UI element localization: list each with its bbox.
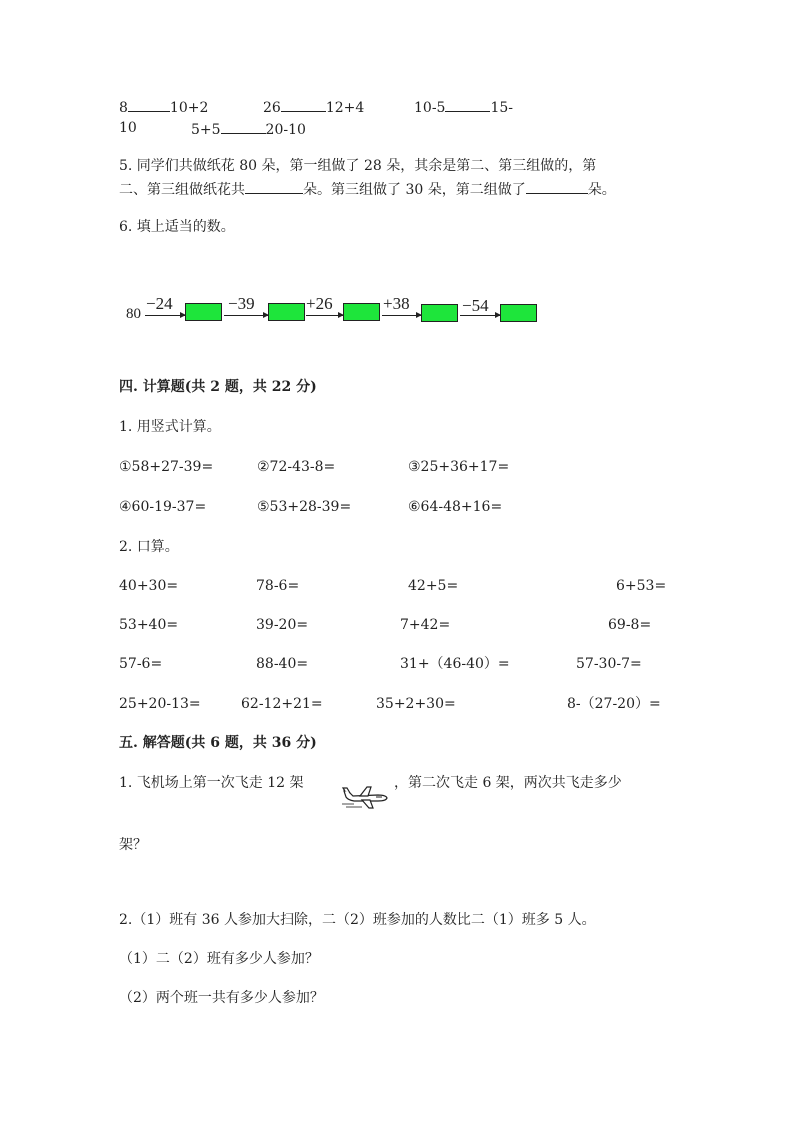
section-4-title: 四. 计算题(共 2 题，共 22 分): [119, 379, 317, 395]
answer-blank[interactable]: [526, 179, 588, 194]
mental-calc: 40+30=: [119, 578, 179, 594]
arrow-icon: [224, 315, 268, 316]
mental-calc: 35+2+30=: [376, 696, 456, 712]
vertical-calc-2: ②72-43-8=: [257, 459, 336, 475]
arrow-icon: [145, 315, 185, 316]
comparison-3-right: 15-: [490, 100, 513, 116]
chain-op-1: −24: [146, 294, 173, 313]
mental-calc: 6+53=: [616, 578, 667, 594]
q5-text-b: 朵。第三组做了 30 朵，第二组做了: [303, 182, 526, 198]
answer-box-3[interactable]: [343, 303, 380, 321]
s5-q1-part-a: 1. 飞机场上第一次飞走 12 架: [119, 775, 304, 791]
comparison-2-right: 12+4: [325, 100, 365, 116]
q6-title: 6. 填上适当的数。: [119, 219, 235, 235]
arrow-icon: [382, 315, 421, 316]
mental-calc: 57-6=: [119, 656, 163, 672]
s5-q2: 2.（1）班有 36 人参加大扫除，二（2）班参加的人数比二（1）班多 5 人。: [119, 912, 596, 928]
mental-calc: 53+40=: [119, 617, 179, 633]
q5-text-a: 二、第三组做纸花共: [119, 182, 245, 198]
chain-op-5: −54: [462, 296, 489, 315]
mental-calc: 8-（27-20）=: [567, 696, 661, 712]
comparison-4: [191, 119, 306, 139]
q5-text-c: 朵。: [587, 182, 616, 198]
chain-op-3: +26: [306, 294, 333, 313]
airplane-icon: [340, 784, 390, 810]
mental-calc: 25+20-13=: [119, 696, 201, 712]
chain-op-2: −39: [228, 294, 255, 313]
answer-box-4[interactable]: [421, 304, 458, 322]
s4-q2-title: 2. 口算。: [119, 539, 179, 555]
answer-blank[interactable]: [221, 119, 266, 134]
vertical-calc-6: ⑥64-48+16=: [408, 499, 503, 515]
vertical-calc-5: ⑤53+28-39=: [257, 499, 352, 515]
mental-calc: 31+（46-40）=: [400, 656, 510, 672]
mental-calc: 7+42=: [400, 617, 451, 633]
comparison-3: [414, 97, 513, 117]
comparison-3-continued: 10: [119, 120, 137, 136]
comparison-4-right: 20-10: [265, 122, 306, 138]
comparison-3-left: 10-5: [414, 100, 446, 116]
comparison-1-right: 10+2: [169, 100, 209, 116]
mental-calc: 57-30-7=: [576, 656, 642, 672]
vertical-calc-4: ④60-19-37=: [119, 499, 207, 515]
comparison-2: [263, 97, 364, 117]
mental-calc: 69-8=: [608, 617, 652, 633]
answer-box-1[interactable]: [185, 303, 222, 321]
s5-q1-part-c: 架？: [119, 837, 147, 853]
mental-calc: 88-40=: [256, 656, 309, 672]
section-5-title: 五. 解答题(共 6 题，共 36 分): [119, 735, 317, 751]
comparison-1: [119, 97, 208, 117]
mental-calc: 78-6=: [256, 578, 300, 594]
answer-blank[interactable]: [445, 97, 490, 112]
comparison-4-left: 5+5: [191, 122, 221, 138]
arrow-icon: [460, 315, 500, 316]
answer-blank[interactable]: [128, 97, 170, 112]
q5-line2: [119, 179, 616, 199]
q5-line1: 5. 同学们共做纸花 80 朵，第一组做了 28 朵，其余是第二、第三组做的，第: [119, 158, 597, 174]
answer-box-5[interactable]: [500, 304, 537, 322]
comparison-2-left: 26: [263, 100, 281, 116]
s5-q2-sub2: （2）两个班一共有多少人参加？: [119, 990, 324, 1006]
answer-blank[interactable]: [281, 97, 326, 112]
s5-q1-part-b: ，第二次飞走 6 架，两次共飞走多少: [394, 775, 622, 791]
comparison-1-left: 8: [119, 100, 128, 116]
mental-calc: 62-12+21=: [241, 696, 323, 712]
chain-start-number: 80: [126, 306, 141, 322]
answer-box-2[interactable]: [268, 303, 305, 321]
chain-op-4: +38: [383, 294, 410, 313]
vertical-calc-3: ③25+36+17=: [408, 459, 510, 475]
arrow-icon: [306, 315, 343, 316]
mental-calc: 42+5=: [408, 578, 459, 594]
answer-blank[interactable]: [245, 179, 303, 194]
s4-q1-title: 1. 用竖式计算。: [119, 419, 221, 435]
mental-calc: 39-20=: [256, 617, 309, 633]
s5-q2-sub1: （1）二（2）班有多少人参加？: [119, 951, 319, 967]
vertical-calc-1: ①58+27-39=: [119, 459, 214, 475]
